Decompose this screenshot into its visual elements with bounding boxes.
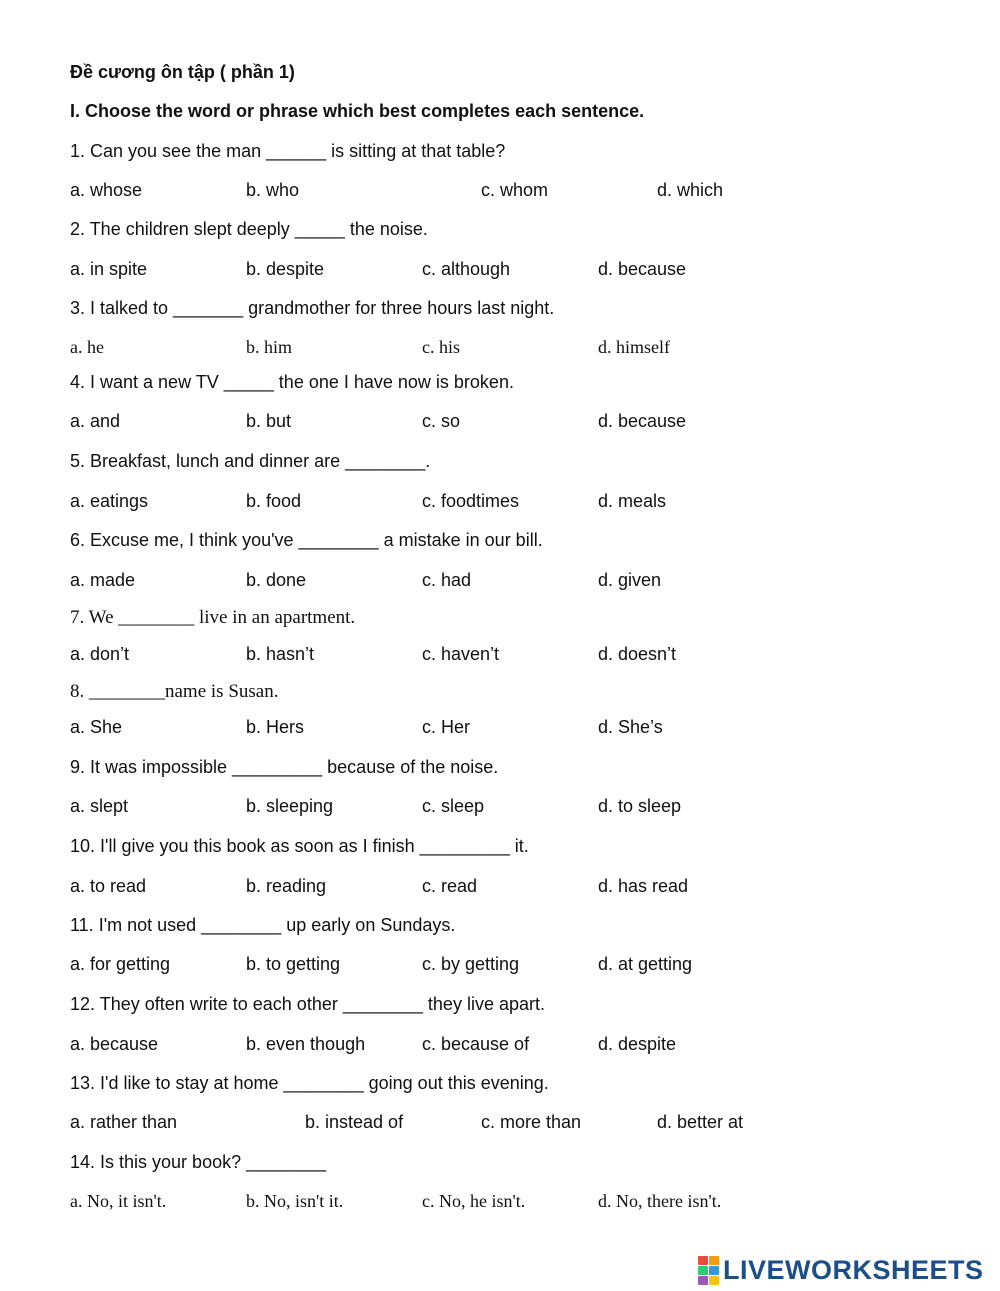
answer-option[interactable]: d. despite bbox=[598, 1034, 677, 1054]
logo-text: LIVEWORKSHEETS bbox=[723, 1254, 984, 1285]
answer-option[interactable]: b. to getting bbox=[246, 954, 341, 974]
answer-option[interactable]: a. eatings bbox=[70, 491, 149, 511]
answer-option[interactable]: c. haven’t bbox=[422, 644, 500, 664]
answer-option[interactable]: c. more than bbox=[481, 1112, 582, 1132]
section-instruction: I. Choose the word or phrase which best completes each sentence. bbox=[70, 101, 645, 121]
answer-option[interactable]: b. but bbox=[246, 411, 292, 431]
answer-option[interactable]: d. meals bbox=[598, 491, 667, 511]
answer-option[interactable]: d. which bbox=[657, 180, 724, 200]
logo-mark-icon bbox=[698, 1256, 719, 1285]
answer-option[interactable]: b. reading bbox=[246, 876, 327, 896]
answer-option[interactable]: c. whom bbox=[481, 180, 549, 200]
answer-option[interactable]: c. foodtimes bbox=[422, 491, 520, 511]
question-text: 3. I talked to _______ grandmother for three hours last night. bbox=[70, 298, 555, 318]
answer-option[interactable]: d. because bbox=[598, 259, 687, 279]
answer-option[interactable]: d. has read bbox=[598, 876, 689, 896]
answer-option[interactable]: b. food bbox=[246, 491, 302, 511]
answer-option[interactable]: a. he bbox=[70, 337, 104, 357]
answer-option[interactable]: c. read bbox=[422, 876, 478, 896]
question-text: 8. ________name is Susan. bbox=[70, 681, 279, 702]
answer-option[interactable]: b. who bbox=[246, 180, 300, 200]
answer-option[interactable]: b. No, isn't it. bbox=[246, 1191, 344, 1211]
answer-option[interactable]: c. so bbox=[422, 411, 461, 431]
answer-option[interactable]: a. because bbox=[70, 1034, 159, 1054]
question-text: 13. I'd like to stay at home ________ going out this evening. bbox=[70, 1073, 549, 1093]
question-text: 1. Can you see the man ______ is sitting at that table? bbox=[70, 141, 506, 161]
question-text: 9. It was impossible _________ because of the noise. bbox=[70, 757, 499, 777]
answer-option[interactable]: a. for getting bbox=[70, 954, 171, 974]
answer-option[interactable]: c. although bbox=[422, 259, 511, 279]
question-text: 14. Is this your book? ________ bbox=[70, 1152, 327, 1172]
answer-option[interactable]: d. doesn’t bbox=[598, 644, 677, 664]
page-title: Đề cương ôn tập ( phần 1) bbox=[70, 62, 295, 82]
question-text: 4. I want a new TV _____ the one I have now is broken. bbox=[70, 372, 514, 392]
answer-option[interactable]: c. his bbox=[422, 337, 460, 357]
answer-option[interactable]: a. and bbox=[70, 411, 121, 431]
answer-option[interactable]: c. Her bbox=[422, 717, 471, 737]
answer-option[interactable]: a. slept bbox=[70, 796, 129, 816]
liveworksheets-logo bbox=[698, 1255, 984, 1285]
answer-option[interactable]: c. had bbox=[422, 570, 472, 590]
answer-option[interactable]: b. instead of bbox=[305, 1112, 404, 1132]
answer-option[interactable]: a. She bbox=[70, 717, 123, 737]
question-text: 12. They often write to each other ________ they live apart. bbox=[70, 994, 545, 1014]
question-text: 2. The children slept deeply _____ the noise. bbox=[70, 219, 428, 239]
answer-option[interactable]: b. him bbox=[246, 337, 293, 357]
answer-option[interactable]: a. in spite bbox=[70, 259, 148, 279]
answer-option[interactable]: a. to read bbox=[70, 876, 147, 896]
answer-option[interactable]: d. at getting bbox=[598, 954, 693, 974]
answer-option[interactable]: a. No, it isn't. bbox=[70, 1191, 167, 1211]
answer-option[interactable]: a. made bbox=[70, 570, 136, 590]
answer-option[interactable]: d. to sleep bbox=[598, 796, 682, 816]
answer-option[interactable]: b. sleeping bbox=[246, 796, 334, 816]
answer-option[interactable]: d. himself bbox=[598, 337, 670, 357]
question-text: 11. I'm not used ________ up early on Sundays. bbox=[70, 915, 456, 935]
question-text: 6. Excuse me, I think you've ________ a mistake in our bill. bbox=[70, 530, 543, 550]
answer-option[interactable]: b. Hers bbox=[246, 717, 305, 737]
answer-option[interactable]: c. sleep bbox=[422, 796, 485, 816]
answer-option[interactable]: a. don’t bbox=[70, 644, 130, 664]
answer-option[interactable]: d. because bbox=[598, 411, 687, 431]
answer-option[interactable]: b. despite bbox=[246, 259, 325, 279]
answer-option[interactable]: a. rather than bbox=[70, 1112, 178, 1132]
answer-option[interactable]: b. even though bbox=[246, 1034, 366, 1054]
answer-option[interactable]: c. because of bbox=[422, 1034, 530, 1054]
answer-option[interactable]: d. better at bbox=[657, 1112, 744, 1132]
answer-option[interactable]: a. whose bbox=[70, 180, 143, 200]
answer-option[interactable]: b. done bbox=[246, 570, 307, 590]
answer-option[interactable]: b. hasn’t bbox=[246, 644, 315, 664]
answer-option[interactable]: d. given bbox=[598, 570, 662, 590]
answer-option[interactable]: c. by getting bbox=[422, 954, 520, 974]
question-text: 10. I'll give you this book as soon as I finish _________ it. bbox=[70, 836, 529, 856]
answer-option[interactable]: d. She’s bbox=[598, 717, 663, 737]
answer-option[interactable]: c. No, he isn't. bbox=[422, 1191, 526, 1211]
answer-option[interactable]: d. No, there isn't. bbox=[598, 1191, 722, 1211]
question-text: 7. We ________ live in an apartment. bbox=[70, 607, 356, 628]
question-text: 5. Breakfast, lunch and dinner are ________. bbox=[70, 451, 431, 471]
